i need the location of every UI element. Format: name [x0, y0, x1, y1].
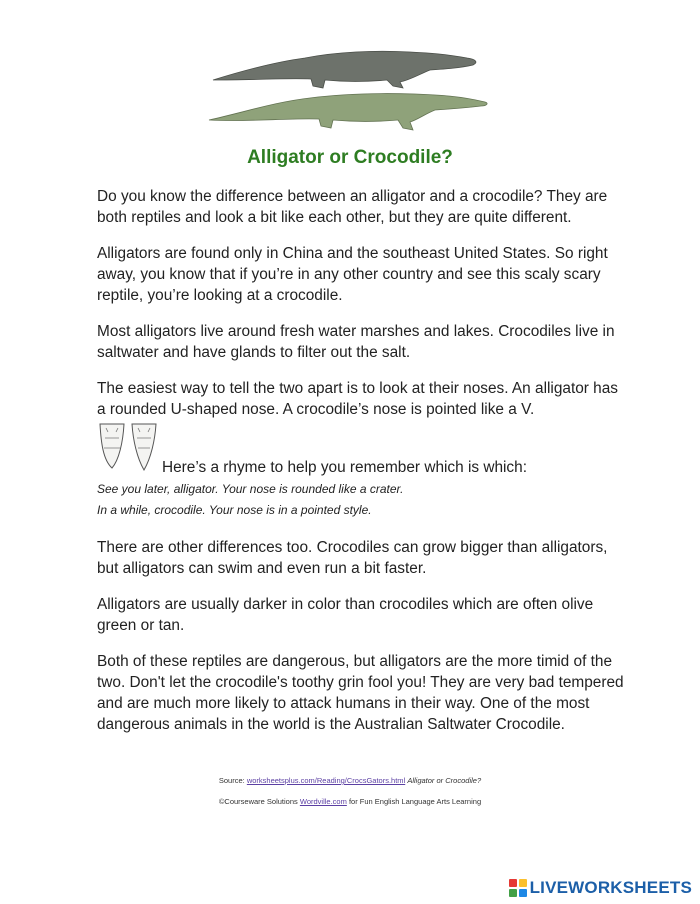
page-title: Alligator or Crocodile? — [247, 147, 453, 168]
liveworksheets-logo-icon — [509, 879, 527, 897]
copyright-suffix: for Fun English Language Arts Learning — [348, 797, 482, 806]
source-line — [0, 776, 700, 785]
copyright-prefix: ©Courseware Solutions — [218, 797, 298, 806]
copyright-line — [0, 797, 700, 806]
crocodile-snout-icon — [132, 424, 156, 470]
paragraph-color: Alligators are usually darker in color than crocodiles which are often olive green or tan. — [97, 596, 594, 634]
paragraph-differences: There are other differences too. Crocodiles can grow bigger than alligators, but alligators can swim and even run a bit faster. — [97, 539, 608, 577]
snout-comparison-illustration — [97, 420, 159, 472]
rhyme-intro: Here’s a rhyme to help you remember which is which: — [162, 459, 527, 476]
source-label: Source: — [218, 776, 245, 785]
source-title: Alligator or Crocodile? — [407, 776, 482, 785]
alligator-illustration — [213, 51, 476, 88]
paragraph-danger: Both of these reptiles are dangerous, but alligators are the more timid of the two. Don't let the crocodile's toothy grin fool you! They are very bad tempered and are much more likely to attack humans in their way. One of the most dangerous animals in the world is the Australian Saltwater Crocodile. — [97, 653, 624, 733]
crocodile-illustration — [209, 94, 487, 130]
paragraph-habitat: Most alligators live around fresh water marshes and lakes. Crocodiles live in saltwater and have glands to filter out the salt. — [97, 323, 615, 361]
paragraph-intro: Do you know the difference between an alligator and a crocodile? They are both reptiles and look a bit like each other, but they are quite different. — [97, 188, 608, 226]
paragraph-noses: The easiest way to tell the two apart is to look at their noses. An alligator has a rounded U-shaped nose. A crocodile’s nose is pointed like a V. — [97, 380, 618, 418]
brand-name: LIVEWORKSHEETS — [529, 878, 692, 897]
alligator-crocodile-illustration — [205, 40, 495, 140]
liveworksheets-brand[interactable] — [509, 878, 692, 898]
wordville-link[interactable]: Wordville.com — [299, 797, 347, 806]
paragraph-location: Alligators are found only in China and the southeast United States. So right away, you know that if you’re in any other country and see this scaly scary reptile, you’re looking at a crocodile. — [97, 245, 608, 304]
alligator-snout-icon — [100, 424, 124, 468]
source-link[interactable]: worksheetsplus.com/Reading/CrocsGators.html — [246, 776, 406, 785]
rhyme-line-1: See you later, alligator. Your nose is rounded like a crater. — [97, 482, 404, 496]
rhyme-line-2: In a while, crocodile. Your nose is in a pointed style. — [97, 503, 372, 517]
